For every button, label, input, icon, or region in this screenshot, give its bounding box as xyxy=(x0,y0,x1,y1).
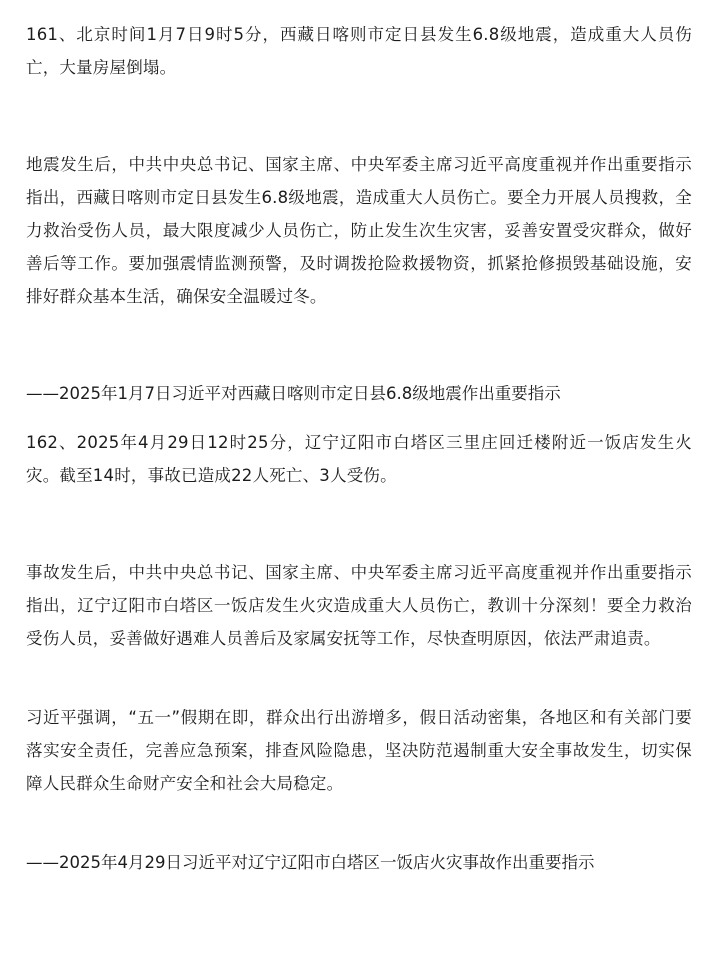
paragraph-item-162-headline: 162、2025年4月29日12时25分，辽宁辽阳市白塔区三里庄回迁楼附近一饭店发生火灾。截至14时，事故已造成22人死亡、3人受伤。 xyxy=(26,433,692,485)
paragraph-item-162-body: 事故发生后，中共中央总书记、国家主席、中央军委主席习近平高度重视并作出重要指示指出，辽宁辽阳市白塔区一饭店发生火灾造成重大人员伤亡，教训十分深刻！要全力救治受伤人员，妥善做好遇难人员善后及家属安抚等工作，尽快查明原因，依法严肃追责。 xyxy=(26,563,692,648)
paragraph-spacer xyxy=(26,800,692,846)
paragraph-item-161-headline: 161、北京时间1月7日9时5分，西藏日喀则市定日县发生6.8级地震，造成重大人员伤亡，大量房屋倒塌。 xyxy=(26,25,692,77)
paragraph-spacer xyxy=(26,84,692,148)
paragraph-spacer xyxy=(26,410,692,426)
paragraph-item-162-body-2: 习近平强调，“五一”假期在即，群众出行出游增多，假日活动密集，各地区和有关部门要落实安全责任，完善应急预案，排查风险隐患，坚决防范遏制重大安全事故发生，切实保障人民群众生命财产安全和社会大局稳定。 xyxy=(26,708,692,793)
paragraph-spacer xyxy=(26,313,692,377)
attribution-item-161: ——2025年1月7日习近平对西藏日喀则市定日县6.8级地震作出重要指示 xyxy=(26,384,561,403)
attribution-item-162: ——2025年4月29日习近平对辽宁辽阳市白塔区一饭店火灾事故作出重要指示 xyxy=(26,853,595,872)
paragraph-spacer xyxy=(26,492,692,556)
paragraph-item-161-body: 地震发生后，中共中央总书记、国家主席、中央军委主席习近平高度重视并作出重要指示指出，西藏日喀则市定日县发生6.8级地震，造成重大人员伤亡。要全力开展人员搜救，全力救治受伤人员，最大限度减少人员伤亡，防止发生次生灾害，妥善安置受灾群众，做好善后等工作。要加强震情监测预警，及时调拨抢险救援物资，抓紧抢修损毁基础设施，安排好群众基本生活，确保安全温暖过冬。 xyxy=(26,155,692,306)
paragraph-spacer xyxy=(26,655,692,701)
